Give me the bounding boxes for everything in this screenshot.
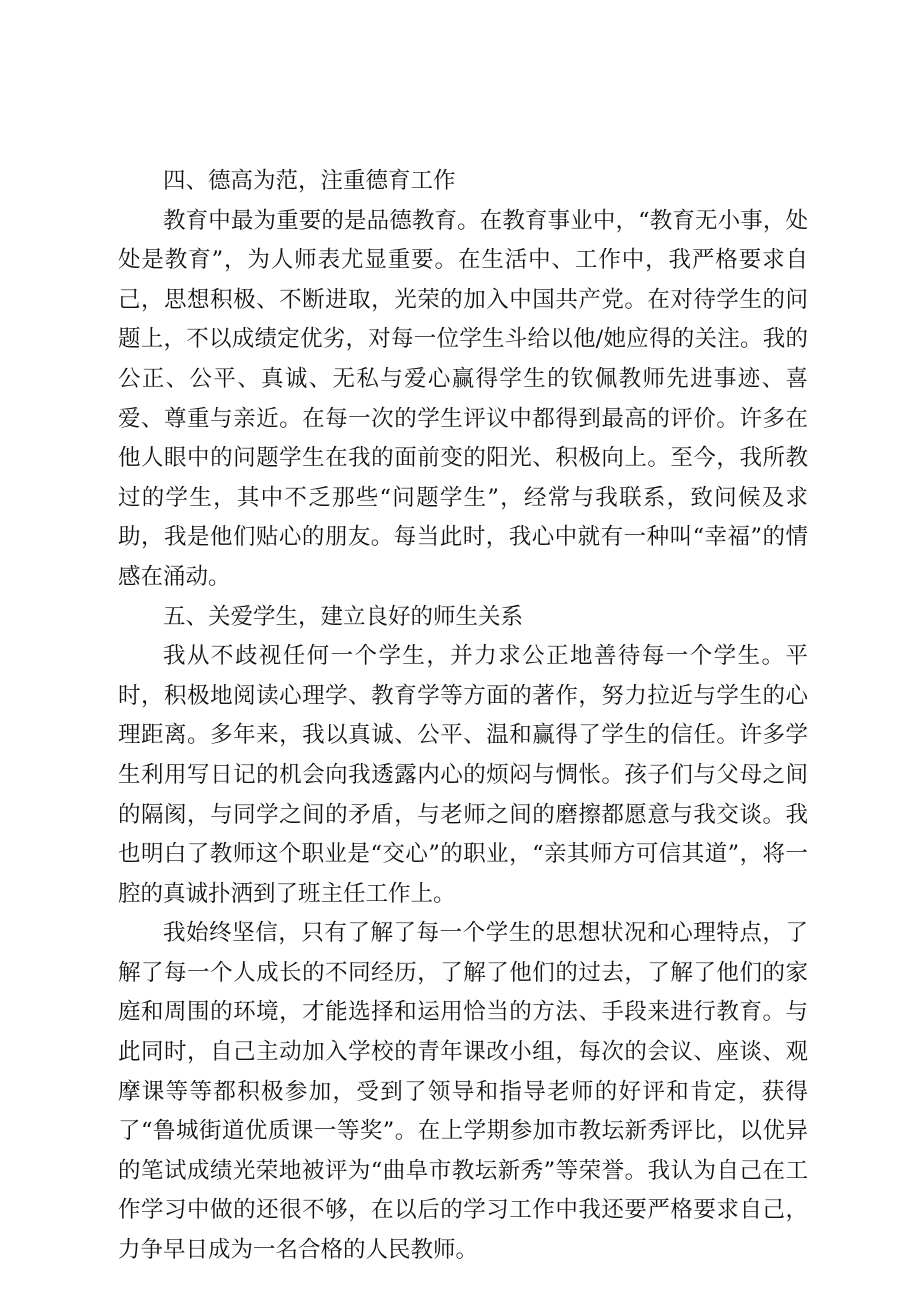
document-body — [118, 162, 808, 1271]
section-heading-4: 四、德高为范，注重德育工作 — [163, 168, 456, 194]
paragraph-moral-education: 教育中最为重要的是品德教育。在教育事业中，“教育无小事，处处是教育”，为人师表尤显重要。在生活中、工作中，我严格要求自己，思想积极、不断进取，光荣的加入中国共产党。在对待学生的问题上，不以成绩定优劣，对每一位学生斗给以他/她应得的关注。我的公正、公平、真诚、无私与爱心赢得学生的钦佩教师先进事迹、喜爱、尊重与亲近。在每一次的学生评议中都得到最高的评价。许多在他人眼中的问题学生在我的面前变的阳光、积极向上。至今，我所教过的学生，其中不乏那些“问题学生”，经常与我联系，致问候及求助，我是他们贴心的朋友。每当此时，我心中就有一种叫“幸福”的情感在涌动。 — [118, 207, 808, 590]
paragraph-caring-students: 我从不歧视任何一个学生，并力求公正地善待每一个学生。平时，积极地阅读心理学、教育学等方面的著作，努力拉近与学生的心理距离。多年来，我以真诚、公平、温和赢得了学生的信任。许多学生利用写日记的机会向我透露内心的烦闷与惆怅。孩子们与父母之间的隔阂，与同学之间的矛盾，与老师之间的磨擦都愿意与我交谈。我也明白了教师这个职业是“交心”的职业，“亲其师方可信其道”，将一腔的真诚扑洒到了班主任工作上。 — [118, 643, 808, 907]
paragraph-belief-and-honors: 我始终坚信，只有了解了每一个学生的思想状况和心理特点，了解了每一个人成长的不同经历，了解了他们的过去，了解了他们的家庭和周围的环境，才能选择和运用恰当的方法、手段来进行教育。与此同时，自己主动加入学校的青年课改小组，每次的会议、座谈、观摩课等等都积极参加，受到了领导和指导老师的好评和肯定，获得了“鲁城街道优质课一等奖”。在上学期参加市教坛新秀评比，以优异的笔试成绩光荣地被评为“曲阜市教坛新秀”等荣誉。我认为自己在工作学习中做的还很不够，在以后的学习工作中我还要严格要求自己，力争早日成为一名合格的人民教师。 — [118, 920, 808, 1264]
section-heading-5: 五、关爱学生，建立良好的师生关系 — [163, 603, 524, 630]
